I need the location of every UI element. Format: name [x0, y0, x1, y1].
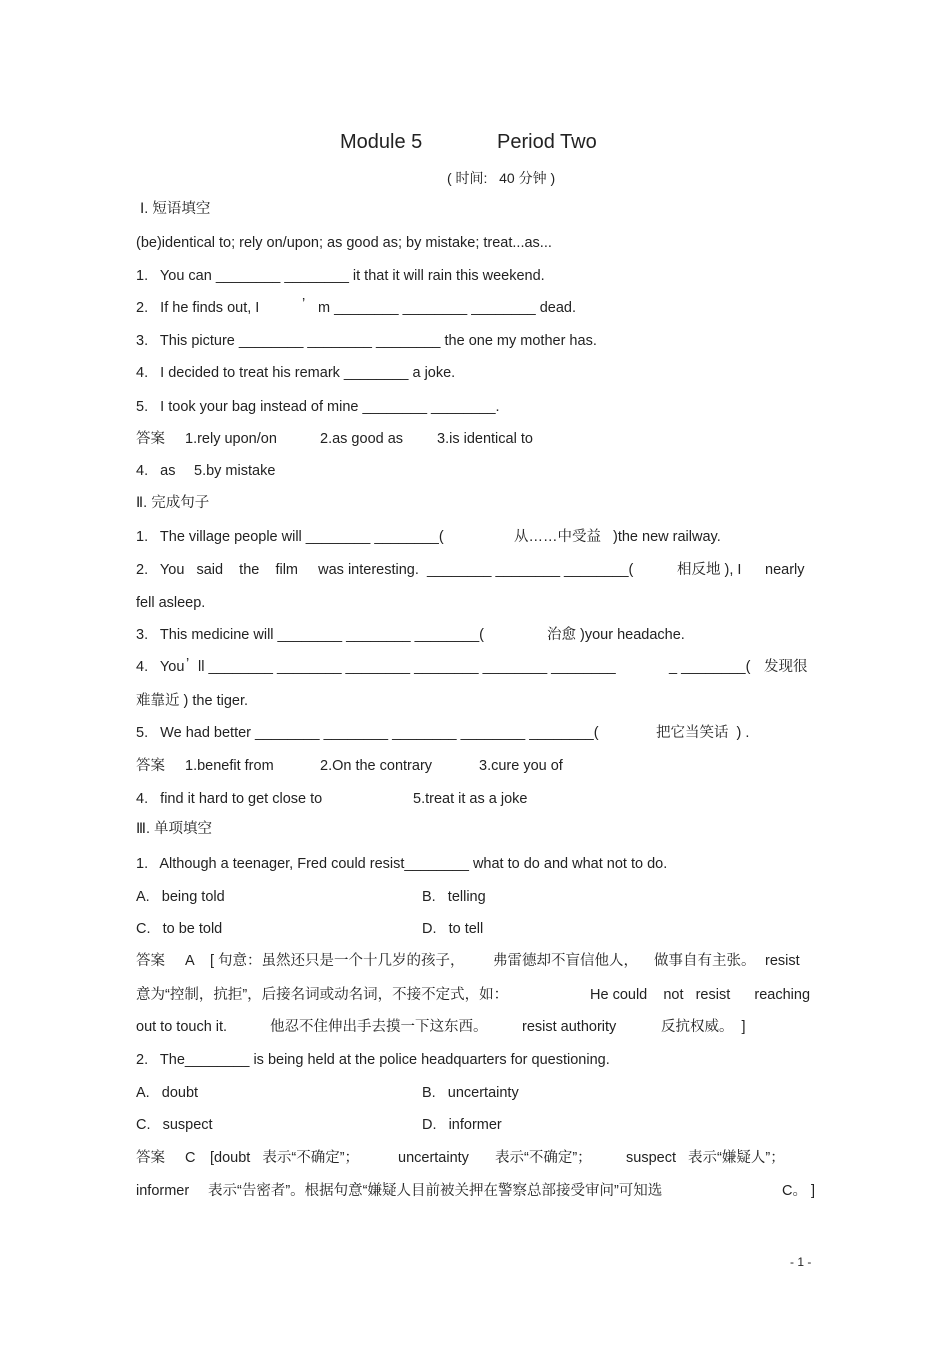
s1-question-2a: 2. If he finds out, I — [136, 300, 260, 316]
s3-q1-explanation-10: 反抗权威。 ] — [661, 1019, 746, 1035]
page-number: - 1 - — [790, 1255, 812, 1269]
s1-answer-5: 5.by mistake — [194, 463, 276, 479]
s1-answer-2: 2.as good as — [320, 431, 404, 447]
s2-question-1a: 1. The village people will ________ ________( — [136, 529, 444, 545]
s3-q1-explanation-6: He could not resist reaching — [590, 987, 811, 1003]
s2-question-3b: 治愈 )your headache. — [547, 627, 685, 643]
s3-q1-explanation-1: [ 句意：虽然还只是一个十几岁的孩子， — [210, 953, 465, 969]
s3-q1-explanation-4: resist — [765, 953, 800, 969]
s2-answer-5: 5.treat it as a joke — [413, 791, 528, 807]
s2-question-1b: 从……中受益 — [514, 529, 601, 545]
s2-question-4c: ll ________ ________ ________ ________ ________ ________ — [198, 659, 616, 675]
s3-q1-option-d: D. to tell — [422, 921, 484, 937]
s3-q1-answer-label: 答案 — [136, 953, 165, 969]
s3-q1-explanation-5: 意为“控制，抗拒”，后接名词或动名词，不接不定式，如： — [136, 987, 509, 1003]
s2-question-4a: 4. You — [136, 659, 185, 675]
s3-q1-explanation-7: out to touch it. — [136, 1019, 228, 1035]
s3-q2-option-c: C. suspect — [136, 1117, 213, 1133]
s2-question-2a: 2. You said the film was interesting. ________ ________ ________( — [136, 562, 634, 578]
s3-q1-option-b: B. telling — [422, 889, 486, 905]
s2-answer-4: 4. find it hard to get close to — [136, 791, 323, 807]
s3-q2-explanation-5: informer — [136, 1183, 190, 1199]
section-3-heading: Ⅲ. 单项填空 — [136, 821, 213, 837]
s1-answer-label: 答案 — [136, 431, 165, 447]
s1-question-1: 1. You can ________ ________ it that it will rain this weekend. — [136, 268, 545, 284]
s3-q2-option-a: A. doubt — [136, 1085, 199, 1101]
s3-q1-option-a: A. being told — [136, 889, 225, 905]
time-limit: ( 时间: 40 分钟 ) — [447, 170, 556, 186]
s2-answer-2: 2.On the contrary — [320, 758, 433, 774]
s3-question-2: 2. The________ is being held at the police headquarters for questioning. — [136, 1052, 610, 1068]
title-period: Period Two — [497, 131, 597, 153]
s3-q2-option-d: D. informer — [422, 1117, 502, 1133]
s1-answer-4: 4. as — [136, 463, 176, 479]
s3-q2-explanation-4: suspect 表示“嫌疑人”； — [626, 1150, 785, 1166]
s1-question-3: 3. This picture ________ ________ ________ the one my mother has. — [136, 333, 597, 349]
phrase-bank: (be)identical to; rely on/upon; as good as; by mistake; treat...as... — [136, 235, 552, 251]
s2-answer-1: 1.benefit from — [185, 758, 274, 774]
s2-question-2b: 相反地 ), I — [677, 562, 742, 578]
s2-question-3a: 3. This medicine will ________ ________ ________( — [136, 627, 484, 643]
s3-q1-explanation-8: 他忍不住伸出手去摸一下这东西。 — [270, 1019, 488, 1035]
s3-q1-explanation-2: 弗雷德却不盲信他人， — [493, 953, 638, 969]
s2-question-4b: ’ — [186, 656, 190, 672]
s3-q1-option-c: C. to be told — [136, 921, 223, 937]
s2-question-5a: 5. We had better ________ ________ ________ ________ ________( — [136, 725, 599, 741]
s3-q2-option-b: B. uncertainty — [422, 1085, 519, 1101]
title-module: Module 5 — [340, 131, 423, 153]
s3-q1-explanation-9: resist authority — [522, 1019, 617, 1035]
s3-q1-answer-letter: A — [185, 953, 195, 969]
s3-q2-answer-letter: C — [185, 1150, 196, 1166]
s3-q2-explanation-7: C。 ] — [782, 1183, 816, 1199]
s3-q2-explanation-3: 表示“不确定”； — [495, 1150, 592, 1166]
s1-question-5: 5. I took your bag instead of mine ________ ________. — [136, 399, 500, 415]
section-2-heading: Ⅱ. 完成句子 — [136, 495, 210, 511]
s3-question-1: 1. Although a teenager, Fred could resist________ what to do and what not to do. — [136, 856, 668, 872]
s2-question-4d: _ ________( — [669, 659, 751, 675]
s3-q1-explanation-3: 做事自有主张。 — [654, 953, 756, 969]
s1-question-4: 4. I decided to treat his remark ________ a joke. — [136, 365, 456, 381]
s3-q2-explanation-1: [doubt 表示“不确定”； — [210, 1150, 360, 1166]
s2-answer-3: 3.cure you of — [479, 758, 563, 774]
s3-q2-explanation-2: uncertainty — [398, 1150, 469, 1166]
s1-answer-3: 3.is identical to — [437, 431, 533, 447]
s2-question-5b: 把它当笑话 ) . — [656, 725, 750, 741]
s2-question-2d: fell asleep. — [136, 595, 206, 611]
section-1-heading: Ⅰ. 短语填空 — [140, 201, 211, 217]
s1-question-2b: ’ — [302, 296, 306, 312]
s1-question-2c: m ________ ________ ________ dead. — [318, 300, 577, 316]
s3-q2-answer-label: 答案 — [136, 1150, 165, 1166]
s2-question-1c: )the new railway. — [613, 529, 721, 545]
s2-question-4f: 难靠近 ) the tiger. — [136, 693, 249, 709]
s3-q2-explanation-6: 表示“告密者”。根据句意“嫌疑人目前被关押在警察总部接受审问”可知选 — [208, 1183, 663, 1199]
s2-question-4e: 发现很 — [764, 659, 808, 675]
s1-answer-1: 1.rely upon/on — [185, 431, 277, 447]
s2-answer-label: 答案 — [136, 758, 165, 774]
s2-question-2c: nearly — [765, 562, 805, 578]
